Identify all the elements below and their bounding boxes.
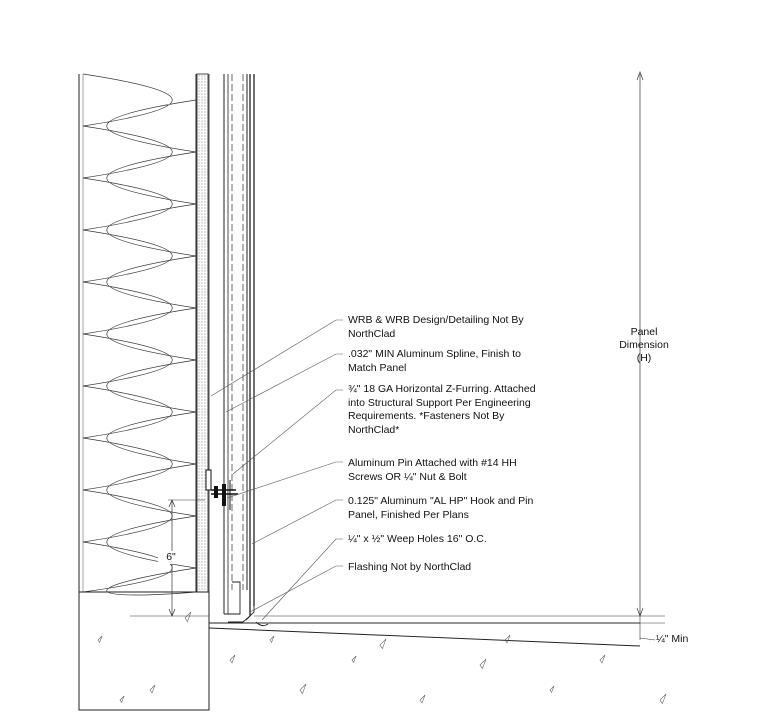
panel-note-line-2: Panel, Finished Per Plans [348,508,469,521]
z-furring-note-line-3: Requirements. *Fasteners Not By [348,410,505,422]
wrb-note [348,314,524,341]
spline-note [348,348,521,375]
aggregate-mark [480,659,486,669]
weep-note [348,533,487,547]
z-furring-note-line-1: ¾" 18 GA Horizontal Z-Furring. Attached [348,383,536,395]
aggregate-mark [150,685,155,693]
pin-note [348,457,517,484]
wrb-note-line-1: WRB & WRB Design/Detailing Not By [348,314,524,326]
aggregate-mark [660,694,666,704]
leader-lines [211,320,343,620]
aggregate-mark [505,635,510,643]
weep-note-line-1: ¼" x ½" Weep Holes 16" O.C. [348,533,487,545]
flashing-note [348,561,471,575]
panel-assembly [224,74,254,622]
panel-dimension-line-2: Dimension [619,339,669,351]
z-furring-note-line-2: into Structural Support Per Engineering [348,396,531,409]
aggregate-mark [120,696,124,702]
panel-note-line-1: 0.125" Aluminum "AL HP" Hook and Pin [348,495,534,507]
aggregate-mark [98,636,102,642]
panel-note [348,495,533,522]
flashing-note-line-1: Flashing Not by NorthClad [348,561,472,573]
aggregate-mark [300,684,306,694]
z-furring-note [348,383,536,437]
sheathing [197,74,208,592]
aggregate-mark [550,686,554,692]
pin-fastener [206,470,238,510]
wrb-note-line-2: NorthClad [348,327,396,340]
panel-dimension-line-1: Panel [630,326,658,338]
panel-dimension-line-3: (H) [636,352,652,364]
aggregate-mark [185,612,191,622]
pin-note-line-1: Aluminum Pin Attached with #14 HH [348,457,517,469]
aggregate-mark [600,655,605,663]
aggregate-mark [380,639,386,649]
spline-note-line-1: .032" MIN Aluminum Spline, Finish to [348,348,521,360]
min-gap-label: ¼" Min [656,633,689,645]
aggregate-mark [420,695,425,703]
spline-note-line-2: Match Panel [348,361,407,374]
aggregate-mark [230,655,235,663]
z-furring-note-line-4: NorthClad* [348,423,400,436]
aggregate-mark [352,656,356,662]
six-inch-label: 6" [158,551,184,564]
pin-note-line-2: Screws OR ¼" Nut & Bolt [348,470,467,483]
aggregate-mark [270,636,274,642]
panel-dimension-label [604,326,684,365]
batt-insulation [79,74,196,595]
foundation [79,592,666,710]
